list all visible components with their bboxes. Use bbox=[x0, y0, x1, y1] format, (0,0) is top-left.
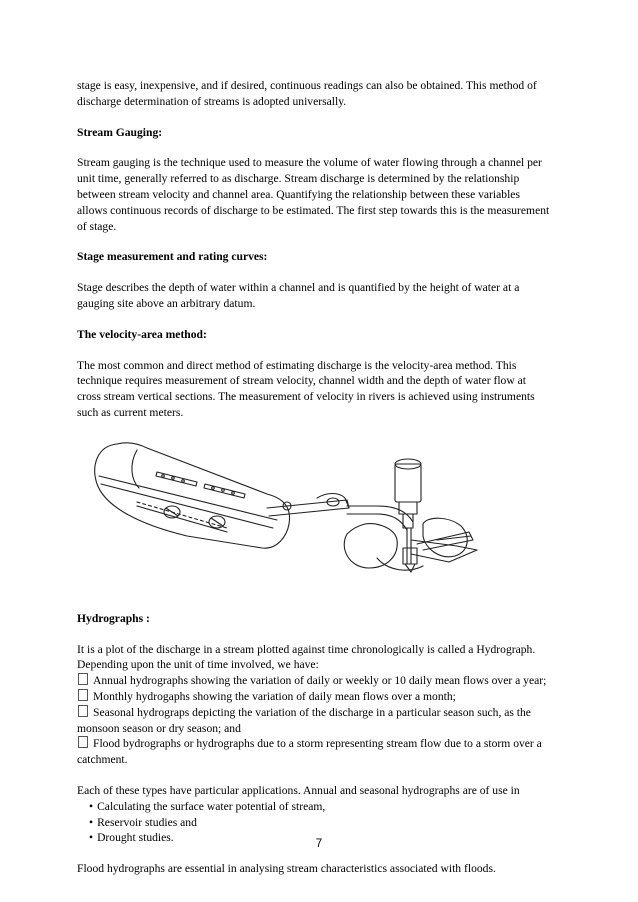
hydrograph-types-list bbox=[77, 673, 567, 768]
document-page bbox=[77, 78, 567, 892]
missing-glyph-icon bbox=[78, 736, 88, 748]
text-line: cross stream vertical sections. The measurement of velocity in rivers is achieved using instruments bbox=[77, 390, 535, 404]
text-line: gauging site above an arbitrary datum. bbox=[77, 296, 256, 310]
list-item: • Reservoir studies and bbox=[89, 815, 197, 829]
text-line: Depending upon the unit of time involved, we have: bbox=[77, 658, 319, 672]
text-line: such as current meters. bbox=[77, 405, 184, 419]
text-line: Stage describes the depth of water within a channel and is quantified by the height of water at a bbox=[77, 281, 520, 295]
hydrographs-heading: Hydrographs : bbox=[77, 611, 150, 625]
intro-paragraph bbox=[77, 78, 567, 110]
text-line: technique requires measurement of stream velocity, channel width and the depth of water flow at bbox=[77, 374, 526, 388]
text-line: It is a plot of the discharge in a stream plotted against time chronologically is called a Hydrograph. bbox=[77, 642, 536, 656]
text-line: stage is easy, inexpensive, and if desired, continuous readings can also be obtained. This method of bbox=[77, 79, 537, 92]
list-item: Seasonal hydrograps depicting the variation of the discharge in a particular season such, as the bbox=[77, 705, 567, 721]
text-line: Stream gauging is the technique used to measure the volume of water flowing through a channel per bbox=[77, 156, 542, 170]
current-meter-drawing bbox=[77, 436, 567, 596]
text-line: between stream velocity and channel area. Quantifying the relationship between these variables bbox=[77, 187, 520, 201]
list-item-continuation: catchment. bbox=[77, 753, 128, 767]
page-number: 7 bbox=[315, 838, 323, 850]
list-item: • Calculating the surface water potential of stream, bbox=[89, 799, 326, 813]
velocity-area-heading: The velocity-area method: bbox=[77, 327, 207, 341]
list-item: Monthly hydrogaphs showing the variation of daily mean flows over a month; bbox=[77, 689, 567, 705]
text-line: Each of these types have particular applications. Annual and seasonal hydrographs are of use in bbox=[77, 783, 520, 797]
missing-glyph-icon bbox=[78, 673, 88, 685]
list-item-continuation: monsoon season or dry season; and bbox=[77, 721, 241, 735]
current-meter-figure bbox=[77, 436, 567, 596]
stage-measurement-paragraph bbox=[77, 280, 567, 312]
bullet-icon: • bbox=[89, 831, 94, 845]
bullet-icon: • bbox=[89, 815, 94, 829]
stage-measurement-heading: Stage measurement and rating curves: bbox=[77, 250, 268, 264]
list-item: Flood bydrographs or hydrographs due to a storm representing stream flow due to a storm over a bbox=[77, 736, 567, 752]
text-line: discharge determination of streams is adopted universally. bbox=[77, 94, 347, 108]
stream-gauging-heading: Stream Gauging: bbox=[77, 125, 163, 139]
velocity-area-paragraph bbox=[77, 358, 567, 421]
text-line: of stage. bbox=[77, 219, 117, 233]
list-item: Annual hydrographs showing the variation of daily or weekly or 10 daily mean flows over a year; bbox=[77, 673, 567, 689]
missing-glyph-icon bbox=[78, 705, 88, 717]
text-line: allows continuous records of discharge to be estimated. The first step towards this is the measurement bbox=[77, 203, 550, 217]
list-item: • Drought studies. bbox=[89, 831, 174, 845]
applications-paragraph bbox=[77, 783, 567, 846]
text-line: The most common and direct method of estimating discharge is the velocity-area method. This bbox=[77, 358, 517, 372]
hydrographs-paragraph bbox=[77, 642, 567, 768]
closing-paragraph: Flood hydrographs are essential in analysing stream characteristics associated with floods. bbox=[77, 862, 496, 876]
text-line: unit time, generally referred to as discharge. Stream discharge is determined by the relationship bbox=[77, 172, 520, 186]
stream-gauging-paragraph bbox=[77, 155, 567, 234]
bullet-icon: • bbox=[89, 799, 94, 813]
missing-glyph-icon bbox=[78, 689, 88, 701]
